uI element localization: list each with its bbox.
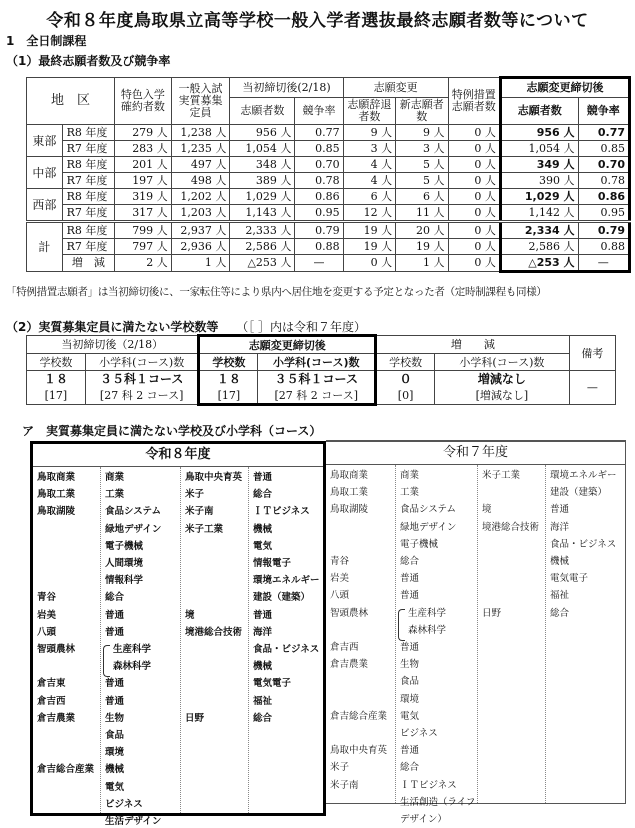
region-east: 東部 xyxy=(27,125,63,157)
r7-left-depts xyxy=(396,465,478,825)
previous-schools: [17] xyxy=(199,387,258,405)
measure-count: 0 人 xyxy=(448,222,500,239)
brace-icon xyxy=(398,609,405,641)
subsection-heading-schools xyxy=(6,318,366,335)
department-name: 緑地デザイン xyxy=(105,523,162,535)
initial-applicants: 348 人 xyxy=(230,157,295,173)
page-title: 令和８年度鳥取県立高等学校一般入学者選抜最終志願者数等について xyxy=(46,11,589,31)
measure-count: 0 人 xyxy=(448,173,500,189)
department-name: 機械 xyxy=(253,661,273,673)
department-name: 商業 xyxy=(105,472,125,483)
department-name: 電子機械 xyxy=(400,538,439,550)
withdraw-count: 0 人 xyxy=(343,255,395,272)
school-name: 倉吉農業 xyxy=(37,712,76,724)
final-applicants: 2,586 人 xyxy=(500,239,578,255)
department-name: 普通 xyxy=(400,573,420,585)
department-name: 普通 xyxy=(105,626,125,638)
school-name: 日野 xyxy=(482,607,502,619)
department-name: 人間環境 xyxy=(105,558,144,569)
year-label: R8 年度 xyxy=(62,125,114,141)
capacity: 2,937 人 xyxy=(171,222,230,239)
department-name: 情報科学 xyxy=(105,575,144,587)
initial-rate: 0.86 xyxy=(295,189,343,205)
list-header-r7: 令和７年度 xyxy=(326,442,625,465)
subheader-schools: 学校数 xyxy=(27,354,86,371)
school-name: 鳥取湖陵 xyxy=(330,504,369,516)
current-depts: ３５科１コース xyxy=(85,371,199,388)
department-name: 森林科学 xyxy=(408,624,447,636)
subsection-heading-school-list: ア 実質募集定員に満たない学校及び小学科（コース） xyxy=(22,424,322,438)
final-rate: 0.70 xyxy=(578,157,629,173)
initial-applicants: 956 人 xyxy=(230,125,295,141)
school-list-r7 xyxy=(326,441,626,825)
new-count: 11 人 xyxy=(396,205,448,222)
final-applicants: 1,054 人 xyxy=(500,141,578,157)
department-name: 総合 xyxy=(550,607,570,619)
department-name: 建設（建築） xyxy=(253,592,311,604)
department-name: 福祉 xyxy=(253,695,273,707)
new-count: 5 人 xyxy=(396,157,448,173)
r8-left-schools xyxy=(33,467,101,813)
department-name: 海洋 xyxy=(550,521,570,533)
department-name: 緑地デザイン xyxy=(400,521,457,533)
change-label: 増 減 xyxy=(62,255,114,272)
department-name: 食品 xyxy=(400,676,420,688)
final-rate: 0.77 xyxy=(578,125,629,141)
initial-rate: 0.95 xyxy=(295,205,343,222)
school-name: 境港総合技術 xyxy=(482,521,540,533)
department-name: 総合 xyxy=(253,489,273,501)
school-name: 鳥取工業 xyxy=(37,489,76,501)
current-schools: １８ xyxy=(27,371,86,388)
final-rate: 0.78 xyxy=(578,173,629,189)
capacity: 1 人 xyxy=(171,255,230,272)
special-count: 319 人 xyxy=(115,189,172,205)
department-name: 電気電子 xyxy=(253,678,292,690)
remarks-value: — xyxy=(569,371,615,405)
department-name: 食品システム xyxy=(105,506,162,518)
withdraw-count: 6 人 xyxy=(343,189,395,205)
final-rate: 0.79 xyxy=(578,222,629,239)
subsection-heading-applicants: （1）最終志願者数及び競争率 xyxy=(6,54,171,68)
department-name: 情報電子 xyxy=(253,558,292,569)
final-rate: 0.88 xyxy=(578,239,629,255)
year-label: R8 年度 xyxy=(62,189,114,205)
header-final-applicants: 志願者数 xyxy=(500,98,578,125)
capacity: 497 人 xyxy=(171,157,230,173)
school-name: 倉吉東 xyxy=(37,678,66,690)
withdraw-count: 19 人 xyxy=(343,239,395,255)
capacity: 1,203 人 xyxy=(171,205,230,222)
department-name: 総合 xyxy=(400,556,420,567)
department-name: 生産科学 xyxy=(408,607,447,619)
region-west: 西部 xyxy=(27,189,63,222)
school-name: 日野 xyxy=(185,712,205,724)
header-final-rate: 競争率 xyxy=(578,98,629,125)
brace-icon xyxy=(103,645,110,677)
department-name: 福祉 xyxy=(550,590,570,602)
school-name: 境 xyxy=(482,504,492,516)
department-name: 電気 xyxy=(400,710,420,722)
department-name: 普通 xyxy=(105,678,125,690)
special-count: 2 人 xyxy=(115,255,172,272)
school-name: 智頭農林 xyxy=(330,607,369,619)
department-name: 総合 xyxy=(253,712,273,724)
initial-rate: 0.77 xyxy=(295,125,343,141)
department-name: 普通 xyxy=(400,745,420,757)
school-name: 鳥取商業 xyxy=(330,470,369,481)
year-label: R8 年度 xyxy=(62,222,114,239)
initial-applicants: 1,143 人 xyxy=(230,205,295,222)
measure-count: 0 人 xyxy=(448,189,500,205)
department-name: 機械 xyxy=(105,764,125,776)
r7-right-depts xyxy=(546,465,625,803)
r8-left-depts xyxy=(101,467,181,827)
final-applicants: 349 人 xyxy=(500,157,578,173)
department-name: 生物 xyxy=(105,712,125,724)
initial-rate: 0.79 xyxy=(295,222,343,239)
department-name: ビジネス xyxy=(400,728,438,739)
initial-rate: 0.88 xyxy=(295,239,343,255)
school-name: 米子 xyxy=(330,762,350,774)
department-name: 環境 xyxy=(105,747,125,759)
department-name: 機械 xyxy=(550,556,570,567)
r7-right-schools xyxy=(478,465,546,803)
department-name: 普通 xyxy=(550,504,570,516)
department-name: 食品システム xyxy=(400,504,457,516)
department-name: 普通 xyxy=(105,609,125,621)
new-count: 6 人 xyxy=(396,189,448,205)
current-depts: ３５科１コース xyxy=(258,371,376,388)
school-name: 米子工業 xyxy=(185,523,224,535)
department-name: 森林科学 xyxy=(113,661,152,673)
school-name: 岩美 xyxy=(330,573,350,585)
initial-rate: — xyxy=(295,255,343,272)
capacity: 1,238 人 xyxy=(171,125,230,141)
final-applicants: 1,142 人 xyxy=(500,205,578,222)
department-name: 食品・ビジネス xyxy=(550,538,617,550)
final-applicants: 2,334 人 xyxy=(500,222,578,239)
special-count: 197 人 xyxy=(115,173,172,189)
department-name: 総合 xyxy=(400,762,420,774)
department-name: ＩＴビジネス xyxy=(400,779,457,791)
measure-count: 0 人 xyxy=(448,141,500,157)
capacity: 498 人 xyxy=(171,173,230,189)
group-change: 増 減 xyxy=(376,336,570,354)
new-count: 1 人 xyxy=(396,255,448,272)
department-name: 工業 xyxy=(400,487,420,499)
school-name: 米子 xyxy=(185,489,205,501)
bracket-note: （［ ］内は令和７年度） xyxy=(236,320,367,334)
department-name: 生活創造（ライフ xyxy=(400,796,476,808)
header-initial-rate: 競争率 xyxy=(295,98,343,125)
department-name: 機械 xyxy=(253,523,273,535)
list-header-r8: 令和８年度 xyxy=(33,444,323,467)
school-name: 鳥取湖陵 xyxy=(37,506,76,518)
department-name: 環境エネルギー xyxy=(253,575,320,587)
initial-rate: 0.85 xyxy=(295,141,343,157)
subheader-depts: 小学科(コース)数 xyxy=(85,354,199,371)
department-name: 食品・ビジネス xyxy=(253,644,320,655)
department-name: 環境エネルギー xyxy=(550,470,617,481)
department-name: ビジネス xyxy=(105,798,143,810)
department-name: ＩＴビジネス xyxy=(253,506,310,518)
current-schools: ０ xyxy=(376,371,435,388)
department-name: 電気 xyxy=(105,781,125,793)
school-name: 鳥取中央育英 xyxy=(185,472,243,483)
header-special: 特色入学確約者数 xyxy=(115,78,172,125)
department-name: 電気電子 xyxy=(550,573,589,585)
withdraw-count: 9 人 xyxy=(343,125,395,141)
r7-left-schools xyxy=(326,465,396,803)
withdraw-count: 19 人 xyxy=(343,222,395,239)
department-name: 生産科学 xyxy=(113,644,152,655)
subheader-depts: 小学科(コース)数 xyxy=(258,354,376,371)
department-name: 商業 xyxy=(400,470,420,481)
school-name: 八頭 xyxy=(37,626,57,638)
measure-count: 0 人 xyxy=(448,239,500,255)
withdraw-count: 4 人 xyxy=(343,173,395,189)
school-name: 倉吉総合産業 xyxy=(330,710,388,722)
previous-schools: [0] xyxy=(376,387,435,405)
new-count: 5 人 xyxy=(396,173,448,189)
final-applicants: △253 人 xyxy=(500,255,578,272)
year-label: R7 年度 xyxy=(62,173,114,189)
special-count: 797 人 xyxy=(115,239,172,255)
final-rate: 0.95 xyxy=(578,205,629,222)
department-name: 普通 xyxy=(253,472,273,483)
school-name: 智頭農林 xyxy=(37,644,76,655)
group-initial: 当初締切後（2/18） xyxy=(27,336,199,354)
school-name: 米子南 xyxy=(185,506,214,518)
capacity: 2,936 人 xyxy=(171,239,230,255)
group-remarks: 備考 xyxy=(569,336,615,371)
new-count: 9 人 xyxy=(396,125,448,141)
special-count: 283 人 xyxy=(115,141,172,157)
withdraw-count: 3 人 xyxy=(343,141,395,157)
r8-right-depts xyxy=(249,467,323,813)
school-name: 倉吉西 xyxy=(330,642,359,653)
header-area: 地 区 xyxy=(27,78,115,125)
current-schools: １８ xyxy=(199,371,258,388)
final-rate: 0.85 xyxy=(578,141,629,157)
r8-right-schools xyxy=(181,467,249,813)
department-name: 普通 xyxy=(105,695,125,707)
special-measure-note: 「特例措置志願者」は当初締切後に、一家転住等により県内へ居住地を変更する予定となった者（定時制課程も同様） xyxy=(6,286,547,298)
school-name: 鳥取工業 xyxy=(330,487,369,499)
school-name: 八頭 xyxy=(330,590,350,602)
new-count: 20 人 xyxy=(396,222,448,239)
measure-count: 0 人 xyxy=(448,125,500,141)
school-name: 鳥取中央育英 xyxy=(330,745,388,757)
previous-depts: [27 科 2 コース] xyxy=(258,387,376,405)
header-initial-applicants: 志願者数 xyxy=(230,98,295,125)
year-label: R7 年度 xyxy=(62,205,114,222)
header-change-group: 志願変更 xyxy=(343,78,448,98)
special-count: 201 人 xyxy=(115,157,172,173)
school-name: 境港総合技術 xyxy=(185,626,243,638)
previous-schools: [17] xyxy=(27,387,86,405)
shortfall-summary-table xyxy=(26,334,616,406)
initial-applicants: △253 人 xyxy=(230,255,295,272)
subheader-schools: 学校数 xyxy=(376,354,435,371)
initial-applicants: 1,054 人 xyxy=(230,141,295,157)
school-name: 境 xyxy=(185,609,195,621)
new-count: 19 人 xyxy=(396,239,448,255)
initial-rate: 0.70 xyxy=(295,157,343,173)
applicants-table xyxy=(26,76,631,273)
initial-rate: 0.78 xyxy=(295,173,343,189)
new-count: 3 人 xyxy=(396,141,448,157)
department-name: 環境 xyxy=(400,693,420,705)
previous-depts: [27 科 2 コース] xyxy=(85,387,199,405)
header-new: 新志願者数 xyxy=(396,98,448,125)
region-total: 計 xyxy=(27,222,63,272)
withdraw-count: 4 人 xyxy=(343,157,395,173)
header-special-measure: 特例措置志願者数 xyxy=(448,78,500,125)
year-label: R7 年度 xyxy=(62,141,114,157)
final-applicants: 1,029 人 xyxy=(500,189,578,205)
initial-applicants: 2,333 人 xyxy=(230,222,295,239)
department-name: 普通 xyxy=(253,609,273,621)
initial-applicants: 2,586 人 xyxy=(230,239,295,255)
final-rate: 0.86 xyxy=(578,189,629,205)
measure-count: 0 人 xyxy=(448,205,500,222)
final-applicants: 390 人 xyxy=(500,173,578,189)
final-applicants: 956 人 xyxy=(500,125,578,141)
initial-applicants: 1,029 人 xyxy=(230,189,295,205)
group-final: 志願変更締切後 xyxy=(199,336,376,354)
subheader-schools: 学校数 xyxy=(199,354,258,371)
special-count: 799 人 xyxy=(115,222,172,239)
previous-depts: [増減なし] xyxy=(435,387,570,405)
initial-applicants: 389 人 xyxy=(230,173,295,189)
measure-count: 0 人 xyxy=(448,157,500,173)
department-name: 生物 xyxy=(400,659,420,671)
year-label: R7 年度 xyxy=(62,239,114,255)
school-name: 鳥取商業 xyxy=(37,472,76,483)
department-name: 電気 xyxy=(253,540,273,552)
department-name: 食品 xyxy=(105,730,125,741)
header-initial-group: 当初締切後(2/18) xyxy=(230,78,343,98)
department-name: 建設（建築） xyxy=(550,487,608,499)
school-name: 岩美 xyxy=(37,609,57,621)
special-count: 317 人 xyxy=(115,205,172,222)
region-central: 中部 xyxy=(27,157,63,189)
school-name: 米子工業 xyxy=(482,470,521,481)
subsection-title: （2）実質募集定員に満たない学校数等 xyxy=(6,320,219,334)
special-count: 279 人 xyxy=(115,125,172,141)
year-label: R8 年度 xyxy=(62,157,114,173)
school-name: 青谷 xyxy=(37,592,57,604)
header-capacity: 一般入試実質募集定員 xyxy=(171,78,230,125)
school-name: 倉吉農業 xyxy=(330,659,369,671)
school-name: 倉吉総合産業 xyxy=(37,764,95,776)
department-name: 電子機械 xyxy=(105,540,144,552)
header-withdraw: 志願辞退者数 xyxy=(343,98,395,125)
school-list-r8 xyxy=(30,441,326,827)
section-heading-fulltime: 1 全日制課程 xyxy=(6,34,87,48)
measure-count: 0 人 xyxy=(448,255,500,272)
department-name: 工業 xyxy=(105,489,125,501)
final-rate: — xyxy=(578,255,629,272)
department-name: 総合 xyxy=(105,592,125,604)
header-final-group: 志願変更締切後 xyxy=(500,78,629,98)
department-name: 生活デザイン xyxy=(105,816,162,827)
withdraw-count: 12 人 xyxy=(343,205,395,222)
department-name: 海洋 xyxy=(253,626,273,638)
department-name: 普通 xyxy=(400,642,420,653)
school-name: 倉吉西 xyxy=(37,695,66,707)
school-name: 米子南 xyxy=(330,779,359,791)
capacity: 1,235 人 xyxy=(171,141,230,157)
school-name: 青谷 xyxy=(330,556,350,567)
current-depts: 増減なし xyxy=(435,371,570,388)
department-name: 普通 xyxy=(400,590,420,602)
subheader-depts: 小学科(コース)数 xyxy=(435,354,570,371)
department-name: デザイン） xyxy=(400,814,447,825)
capacity: 1,202 人 xyxy=(171,189,230,205)
